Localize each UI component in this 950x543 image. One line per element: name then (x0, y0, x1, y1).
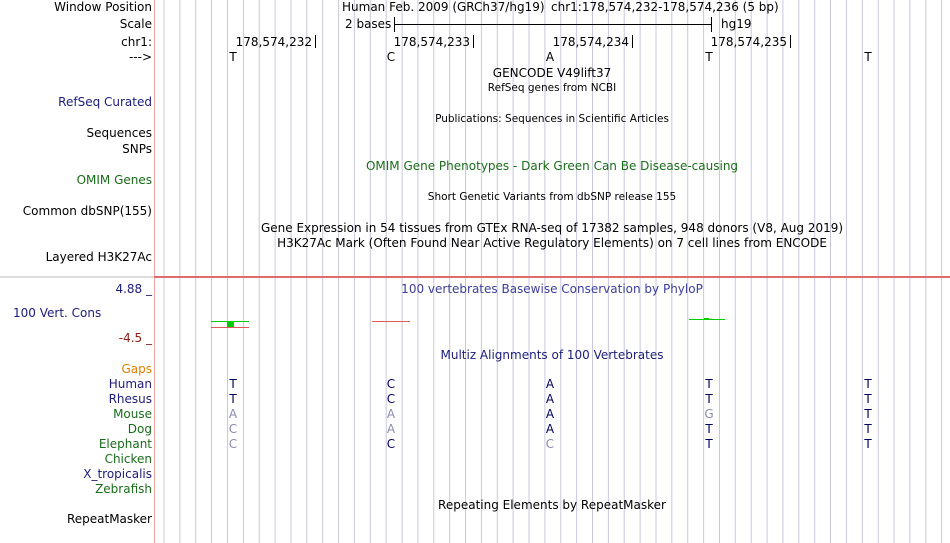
aligned-base: C (386, 392, 396, 406)
sequence-base: T (864, 50, 872, 64)
track-separator[interactable] (154, 276, 950, 278)
scale-bar-right-tick (711, 17, 712, 32)
cons-min-value: -4.5 _ (118, 331, 152, 345)
ruler-tick-label: 178,574,235 (710, 35, 787, 49)
aligned-base: A (545, 407, 555, 421)
ruler-tick-label: 178,574,233 (393, 35, 470, 49)
ruler-tick-mark (473, 35, 474, 48)
position-readout: chr1:178,574,232-178,574,236 (5 bp) (551, 0, 779, 14)
sequence-base: A (545, 50, 555, 64)
aligned-base: T (864, 422, 872, 436)
aligned-base: C (228, 422, 238, 436)
aligned-base: T (705, 437, 713, 451)
phylop-wiggle-1-neg (211, 327, 249, 328)
omim-genes-label[interactable]: OMIM Genes (76, 173, 152, 187)
sequence-base: T (229, 50, 237, 64)
window-position-label: Window Position (54, 0, 152, 14)
aligned-base: A (386, 407, 396, 421)
sequence-base: T (705, 50, 713, 64)
cons-max-value: 4.88 _ (115, 282, 152, 296)
aligned-base: A (545, 377, 555, 391)
aligned-base: T (229, 392, 237, 406)
species-label-elephant[interactable]: Elephant (98, 437, 152, 451)
label-column-divider (154, 0, 155, 543)
aligned-base: G (704, 407, 714, 421)
aligned-base: T (705, 422, 713, 436)
aligned-base: T (705, 377, 713, 391)
aligned-base: T (705, 392, 713, 406)
species-label-dog[interactable]: Dog (127, 422, 152, 436)
ruler-tick-label: 178,574,234 (552, 35, 629, 49)
phylop-wiggle-2 (372, 321, 410, 322)
aligned-base: A (545, 422, 555, 436)
species-label-rhesus[interactable]: Rhesus (108, 392, 152, 406)
aligned-base: C (386, 437, 396, 451)
species-label-zebrafish[interactable]: Zebrafish (95, 482, 152, 496)
multiz-track-title[interactable]: Multiz Alignments of 100 Vertebrates (440, 348, 664, 362)
aligned-base: C (545, 437, 555, 451)
scale-label: Scale (119, 17, 152, 31)
dbsnp-track-title[interactable]: Short Genetic Variants from dbSNP release 155 (427, 191, 677, 203)
phylop-track-title[interactable]: 100 vertebrates Basewise Conservation by PhyloP (401, 282, 703, 296)
aligned-base: A (228, 407, 238, 421)
refseq-curated-label[interactable]: RefSeq Curated (58, 95, 152, 109)
gaps-label[interactable]: Gaps (121, 362, 152, 376)
refseq-track-title[interactable]: RefSeq genes from NCBI (487, 82, 617, 94)
aligned-base: A (545, 392, 555, 406)
layered-h3k27ac-label[interactable]: Layered H3K27Ac (45, 250, 152, 264)
ruler-tick-label: 178,574,232 (235, 35, 312, 49)
common-dbsnp-label[interactable]: Common dbSNP(155) (22, 204, 152, 218)
aligned-base: A (386, 422, 396, 436)
gencode-track-title[interactable]: GENCODE V49lift37 (492, 66, 612, 80)
repeatmasker-track-title[interactable]: Repeating Elements by RepeatMasker (438, 498, 666, 512)
vert-cons-label[interactable]: 100 Vert. Cons (13, 306, 102, 320)
sequence-base: C (386, 50, 396, 64)
repeatmasker-label[interactable]: RepeatMasker (66, 512, 152, 526)
aligned-base: T (864, 437, 872, 451)
scale-db: hg19 (721, 17, 752, 31)
h3k27ac-track-title[interactable]: H3K27Ac Mark (Often Found Near Active Regulatory Elements) on 7 cell lines from ENCODE (277, 236, 827, 250)
species-label-x_tropicalis[interactable]: X_tropicalis (83, 467, 152, 481)
track-separator-left (0, 276, 154, 278)
aligned-base: T (864, 392, 872, 406)
aligned-base: T (864, 407, 872, 421)
publications-track-title[interactable]: Publications: Sequences in Scientific Articles (435, 113, 669, 125)
aligned-base: C (228, 437, 238, 451)
aligned-base: C (386, 377, 396, 391)
aligned-base: T (229, 377, 237, 391)
snps-label[interactable]: SNPs (122, 142, 152, 156)
species-label-chicken[interactable]: Chicken (104, 452, 152, 466)
gtex-track-title[interactable]: Gene Expression in 54 tissues from GTEx RNA-seq of 17382 samples, 948 donors (V8, Aug 2019) (260, 221, 844, 235)
ruler-tick-mark (315, 35, 316, 48)
strand-label: ---> (128, 50, 152, 64)
ruler-tick-mark (632, 35, 633, 48)
phylop-wiggle-3-peak (704, 318, 709, 320)
aligned-base: T (864, 377, 872, 391)
sequences-label[interactable]: Sequences (86, 126, 152, 140)
scale-bar (394, 24, 711, 25)
chromosome-label: chr1: (121, 35, 152, 49)
ruler-tick-mark (790, 35, 791, 48)
assembly-name: Human Feb. 2009 (GRCh37/hg19) (342, 0, 545, 14)
scale-text: 2 bases (345, 17, 392, 31)
omim-track-title[interactable]: OMIM Gene Phenotypes - Dark Green Can Be Disease-causing (365, 159, 739, 173)
species-label-human[interactable]: Human (108, 377, 152, 391)
species-label-mouse[interactable]: Mouse (113, 407, 152, 421)
